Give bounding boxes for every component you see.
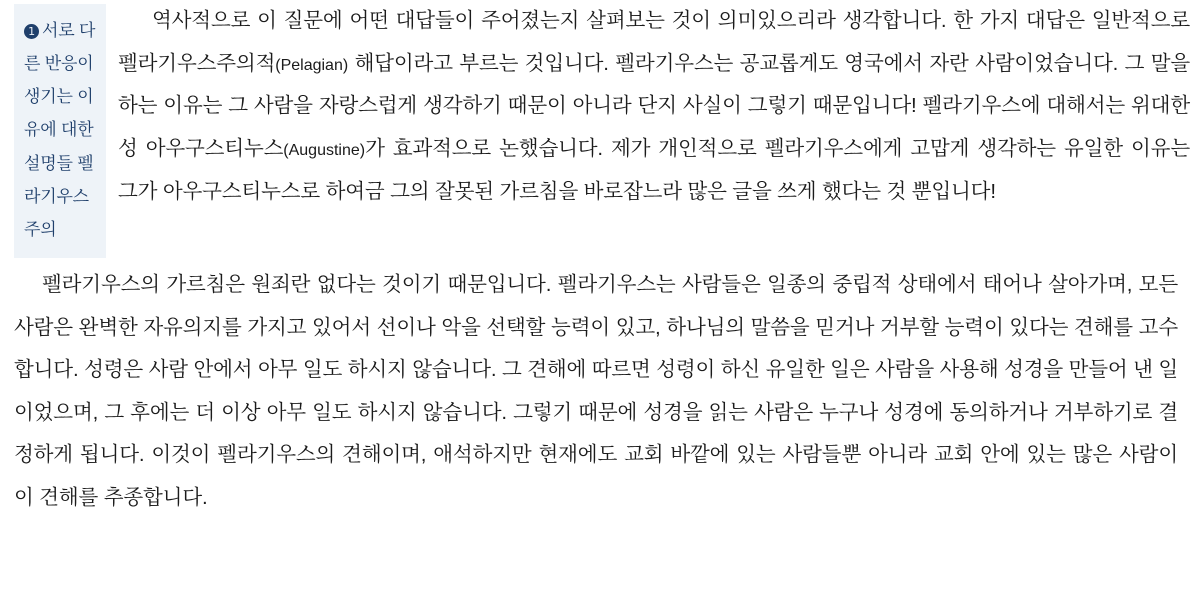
paragraph-2: 펠라기우스의 가르침은 원죄란 없다는 것이기 때문입니다. 펠라기우스는 사람들은 일종의 중립적 상태에서 태어나 살아가며, 모든 사람은 완벽한 자유의지를 가지고 있어서 선이나 악을 선택할 능력이 있고, 하나님의 말씀을 믿거나 거부할 능력이 있다는 견해를 고수합니다. 성령은 사람 안에서 아무 일도 하시지 않습니다. 그 견해에 따르면 성령이 하신 유일한 일은 사람을 사용해 성경을 만들어 낸 일이었으며, 그 후에는 더 이상 아무 일도 하시지 않습니다. 그렇기 때문에 성경을 읽는 사람은 누구나 성경에 동의하거나 거부하기로 결정하게 됩니다. 이것이 펠라기우스의 견해이며, 애석하지만 현재에도 교회 바깥에 있는 사람들뿐 아니라 교회 안에 있는 많은 사람이 이 견해를 추종합니다. (14, 272, 1178, 510)
paragraph-1: 역사적으로 이 질문에 어떤 대답들이 주어졌는지 살펴보는 것이 의미있으리라 생각합니다. 한 가지 대답은 일반적으로 펠라기우스주의적(Pelagian) 해답이라고 부르는 것입니다. 펠라기우스는 공교롭게도 영국에서 자란 사람이었습니다. 그 말을 하는 이유는 그 사람을 자랑스럽게 생각하기 때문이 아니라 단지 사실이 그렇기 때문입니다! 펠라기우스에 대해서는 위대한 성 아우구스티누스(Augustine)가 효과적으로 논했습니다. 제가 개인적으로 펠라기우스에게 고맙게 생각하는 유일한 이유는 그가 아우구스티누스로 하여금 그의 잘못된 가르침을 바로잡느라 많은 글을 쓰게 했다는 것 뿐입니다! (118, 9, 1190, 203)
note-marker-icon: 1 (24, 24, 39, 39)
margin-note-text: 서로 다른 반응이 생기는 이유에 대한 설명들 펠라기우스주의 (24, 21, 96, 239)
margin-note (14, 4, 106, 258)
latin-term: (Augustine) (283, 141, 366, 159)
latin-term: (Pelagian) (275, 56, 349, 74)
